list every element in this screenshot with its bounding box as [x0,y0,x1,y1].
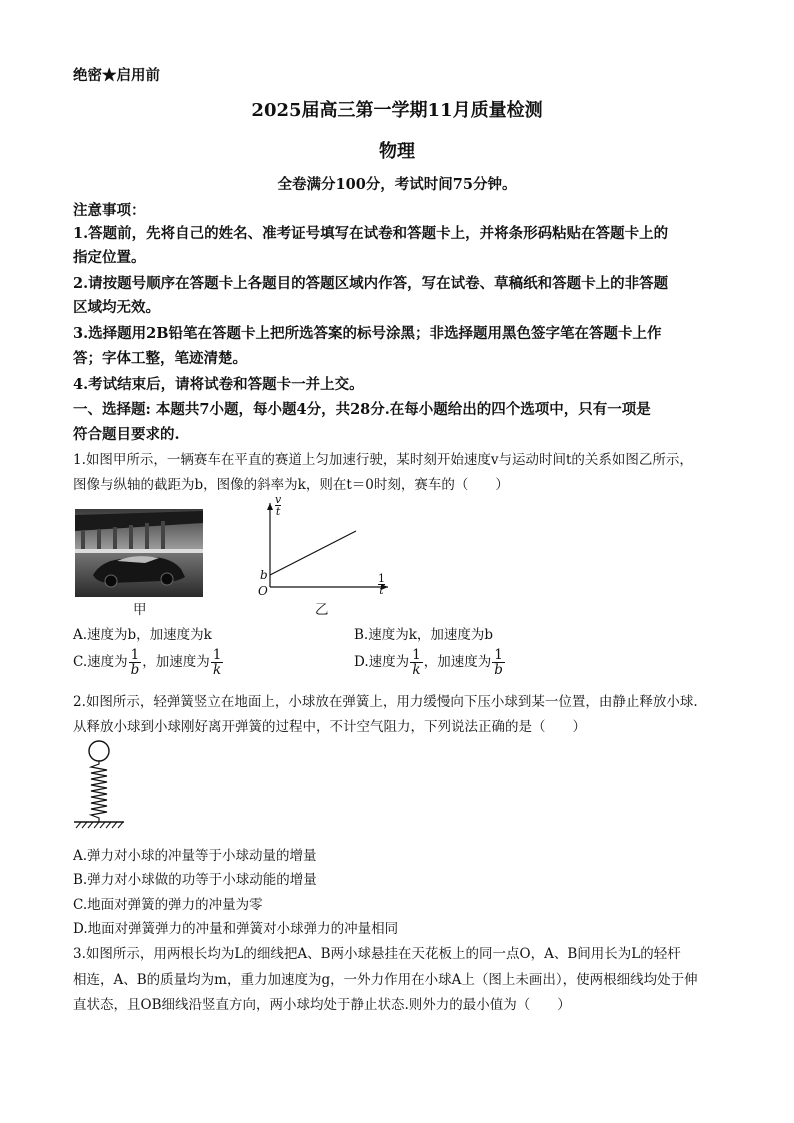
q1-option-c: C.速度为 $\frac{1}{b}$ ，加速度为 $\frac{1}{k}$ [73,647,222,678]
note-2a: 2.请按题号顺序在答题卡上各题目的答题区域内作答，写在试卷、草稿纸和答题卡上的非答题 [73,275,669,292]
spring-ball-figure [72,738,132,830]
section-1-line1: 一、选择题: 本题共7小题，每小题4分，共28分.在每小题给出的四个选项中，只有一项是 [73,401,651,418]
note-4: 4.考试结束后，请将试卷和答题卡一并上交。 [73,376,364,393]
q3-stem-line1: 3.如图所示，用两根长均为L的细线把A、B两小球悬挂在天花板上的同一点O，A、B间用长为L的轻杆 [73,946,681,962]
note-2b: 区域均无效。 [73,299,160,316]
x-axis-label: 1 t [378,572,385,597]
q1-option-d: D.速度为 $\frac{1}{k}$ ，加速度为 $\frac{1}{b}$ [354,647,503,678]
q2-option-a: A.弹力对小球的冲量等于小球动量的增量 [73,848,317,864]
q3-stem-line2: 相连，A、B的质量均为m，重力加速度为g，一外力作用在小球A上（图上未画出），使两根细线均处于伸 [73,972,698,988]
q3-stem-line3: 直状态，且OB细线沿竖直方向，两小球均处于静止状态.则外力的最小值为（ ） [73,997,571,1013]
exam-title: 2025届高三第一学期11月质量检测 [251,100,543,121]
exam-info: 全卷满分100分，考试时间75分钟。 [277,176,517,193]
secret-label: 绝密★启用前 [73,67,160,84]
ground-hatch [76,822,123,828]
spring [91,761,107,822]
q2-option-c: C.地面对弹簧的弹力的冲量为零 [73,897,263,913]
subject-title: 物理 [379,141,415,162]
q1-stem-line2: 图像与纵轴的截距为b，图像的斜率为k，则在t＝0时刻，赛车的（ ） [73,477,509,493]
fig-a-label: 甲 [133,602,147,618]
note-1a: 1.答题前，先将自己的姓名、准考证号填写在试卷和答题卡上，并将条形码粘贴在答题卡上的 [73,225,669,242]
graph-line [270,531,356,575]
q2-option-b: B.弹力对小球做的功等于小球动能的增量 [73,872,317,888]
q1-stem-line1: 1.如图甲所示，一辆赛车在平直的赛道上匀加速行驶，某时刻开始速度v与运动时间t的关系如图乙所示， [73,452,693,468]
ball [89,741,109,761]
q2-stem-line2: 从释放小球到小球刚好离开弹簧的过程中，不计空气阻力，下列说法正确的是（ ） [73,719,586,735]
intercept-label: b [260,568,268,582]
note-3a: 3.选择题用2B铅笔在答题卡上把所选答案的标号涂黑；非选择题用黑色签字笔在答题卡上作 [73,325,662,342]
note-1b: 指定位置。 [73,249,146,266]
q1-option-a: A.速度为b，加速度为k [73,627,212,643]
y-axis-label: v t [275,493,282,518]
race-car-photo [75,509,203,597]
y-axis-arrow [267,503,273,510]
q1-option-b: B.速度为k，加速度为b [354,627,494,643]
notes-heading: 注意事项： [73,202,146,219]
q2-stem-line1: 2.如图所示，轻弹簧竖立在地面上，小球放在弹簧上，用力缓慢向下压小球到某一位置，由静止释放小球. [73,694,698,710]
q2-option-d: D.地面对弹簧弹力的冲量和弹簧对小球弹力的冲量相同 [73,921,399,937]
section-1-line2: 符合题目要求的. [73,426,180,443]
fig-b-label: 乙 [315,602,329,618]
origin-label: O [258,584,268,598]
note-3b: 答；字体工整，笔迹清楚。 [73,350,247,367]
